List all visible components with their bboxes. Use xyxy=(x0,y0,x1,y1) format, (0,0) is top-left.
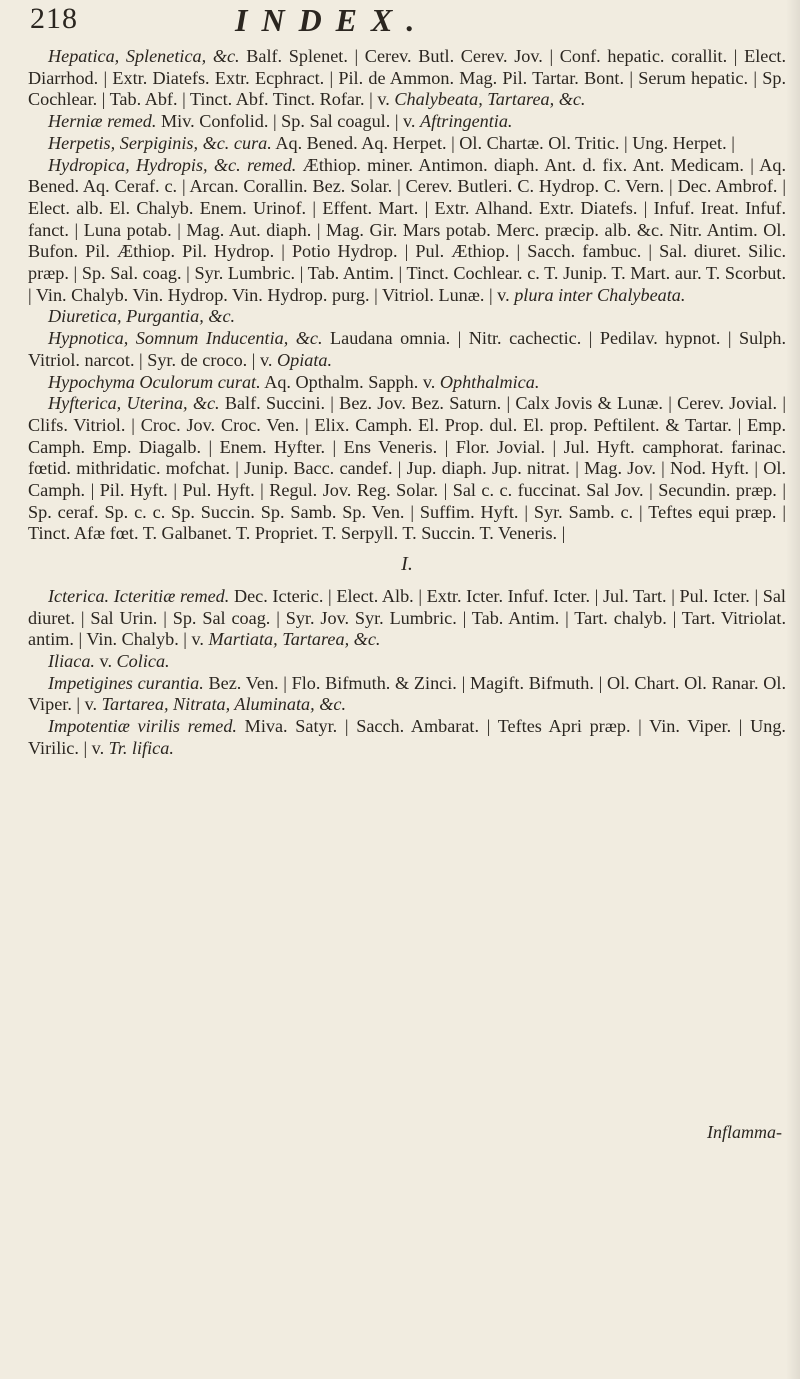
entry-cross-reference: Tr. lifica. xyxy=(108,737,174,758)
entry-term: Impotentiæ virilis remed. xyxy=(48,716,237,737)
index-body xyxy=(28,46,786,760)
entry-term: Iliaca. xyxy=(48,650,95,671)
page-header xyxy=(30,2,770,42)
catchword: Inflamma- xyxy=(707,1122,782,1142)
entry-cross-reference: Chalybeata, Tartarea, &c. xyxy=(394,89,586,110)
running-head: INDEX. xyxy=(235,2,429,38)
entry-text: Balf. Succini. | Bez. Jov. Bez. Saturn. | Calx Jovis & Lunæ. | Cerev. Jovial. | Clifs. Vitriol. | Croc. Jov. Croc. Ven. | Elix. Camph. El. Prop. dul. El. prop. Peftilent. & Tartar. | Emp. Camph. Emp. Diagalb. | Enem. Hyfter. | Ens Veneris. | Flor. Jovial. | Jul. Hyft. camphorat. farinac. fœtid. mithridatic. mofchat. | Junip. Bacc. candef. | Jup. diaph. Jup. nitrat. | Mag. Jov. | Nod. Hyft. | Ol. Camph. | Pil. Hyft. | Pul. Hyft. | Regul. Jov. Reg. Solar. | Sal c. c. fuccinat. Sal Jov. | Secundin. præp. | Sp. ceraf. Sp. c. c. Sp. Succin. Sp. Samb. Sp. Ven. | Suffim. Hyft. | Syr. Samb. c. | Teftes equi præp. | Tinct. Afæ fœt. T. Galbanet. T. Propriet. T. Serpyll. T. Succin. T. Veneris. | xyxy=(28,393,786,544)
entry-term: Hypnotica, Somnum Inducentia, &c. xyxy=(48,328,323,349)
entry-cross-reference: plura inter Chalybeata. xyxy=(514,284,686,305)
index-entry xyxy=(28,328,786,371)
page-number: 218 xyxy=(30,2,78,35)
index-entries-i xyxy=(28,586,786,760)
index-entry xyxy=(28,133,786,155)
entry-term: Icterica. Icteritiæ remed. xyxy=(48,585,230,606)
entry-cross-reference: Opiata. xyxy=(276,349,333,370)
entry-text: Aq. Bened. Aq. Herpet. | Ol. Chartæ. Ol. Tritic. | Ung. Herpet. | xyxy=(271,132,735,153)
index-entry xyxy=(28,46,786,111)
entry-cross-reference: Aftringentia. xyxy=(420,111,513,132)
entry-term: Hypochyma Oculorum curat. xyxy=(48,371,261,392)
entry-term: Hydropica, Hydropis, &c. remed. xyxy=(48,154,297,175)
entry-text: Balf. Splenet. | Cerev. Butl. Cerev. Jov. | Conf. hepatic. corallit. | Elect. Diarrhod. | Extr. Diatefs. Extr. Ecphract. | Pil. de Ammon. Mag. Pil. Tartar. Bont. | Serum hepatic. | Sp. Cochlear. | Tab. Abf. | Tinct. Abf. Tinct. Rofar. | v. xyxy=(28,46,787,110)
index-entry xyxy=(28,111,786,133)
index-entry xyxy=(28,673,786,716)
entry-cross-reference: Tartarea, Nitrata, Aluminata, &c. xyxy=(101,694,346,715)
entry-term: Impetigines curantia. xyxy=(48,672,204,693)
entry-text: Bez. Ven. | Flo. Bifmuth. & Zinci. | Magift. Bifmuth. | Ol. Chart. Ol. Ranar. Ol. Viper. | v. xyxy=(28,672,786,715)
entry-text: Aq. Opthalm. Sapph. v. xyxy=(260,371,440,392)
entry-cross-reference: Colica. xyxy=(116,650,170,671)
index-entry xyxy=(28,651,786,673)
entry-text: Dec. Icteric. | Elect. Alb. | Extr. Icter. Infuf. Icter. | Jul. Tart. | Pul. Icter. | Sal diuret. | Sal Urin. | Sp. Sal coag. | Syr. Jov. Syr. Lumbric. | Tab. Antim. | Tart. chalyb. | Tart. Vitriolat. antim. | Vin. Chalyb. | v. xyxy=(28,585,786,650)
index-entries-h xyxy=(28,46,786,545)
index-entry xyxy=(28,586,786,651)
entry-term: Herpetis, Serpiginis, &c. cura. xyxy=(48,132,272,153)
entry-text: Laudana omnia. | Nitr. cachectic. | Pedilav. hypnot. | Sulph. Vitriol. narcot. | Syr. de croco. | v. xyxy=(28,328,787,370)
entry-text: Miva. Satyr. | Sacch. Ambarat. | Teftes Apri præp. | Vin. Viper. | Ung. Virilic. | v. xyxy=(28,716,786,758)
entry-cross-reference: Martiata, Tartarea, &c. xyxy=(208,629,381,650)
section-letter: I. xyxy=(401,553,413,576)
entry-text: Æthiop. miner. Antimon. diaph. Ant. d. fix. Ant. Medicam. | Aq. Bened. Aq. Ceraf. c. | Arcan. Corallin. Bez. Solar. | Cerev. Butleri. C. Hydrop. C. Vern. | Dec. Ambrof. | Elect. alb. El. Chalyb. Enem. Urinof. | Effent. Mart. | Extr. Alhand. Extr. Diatefs. | Infuf. Ireat. Infuf. fanct. | Luna potab. | Mag. Aut. diaph. | Mag. Gir. Mars potab. Merc. præcip. alb. &c. Nitr. Antim. Ol. Bufon. Pil. Æthiop. Pil. Hydrop. | Potio Hydrop. | Pul. Æthiop. | Sacch. fambuc. | Sal. diuret. Silic. præp. | Sp. Sal. coag. | Syr. Lumbric. | Tab. Antim. | Tinct. Cochlear. c. T. Junip. T. Mart. aur. T. Scorbut. | Vin. Chalyb. Vin. Hydrop. Vin. Hydrop. purg. | Vitriol. Lunæ. | v. xyxy=(28,154,786,305)
index-entry xyxy=(28,306,786,328)
entry-term: Diuretica, Purgantia, &c. xyxy=(48,306,236,327)
entry-text: v. xyxy=(94,650,117,671)
page-edge-shadow xyxy=(786,0,800,1379)
index-entry xyxy=(28,372,786,394)
entry-term: Hepatica, Splenetica, &c. xyxy=(48,46,240,66)
index-entry xyxy=(28,155,786,307)
entry-cross-reference: Ophthalmica. xyxy=(439,371,540,392)
index-entry xyxy=(28,716,786,759)
entry-text: Miv. Confolid. | Sp. Sal coagul. | v. xyxy=(156,111,421,132)
index-entry xyxy=(28,393,786,545)
entry-term: Herniæ remed. xyxy=(48,111,157,132)
entry-term: Hyfterica, Uterina, &c. xyxy=(48,393,220,414)
